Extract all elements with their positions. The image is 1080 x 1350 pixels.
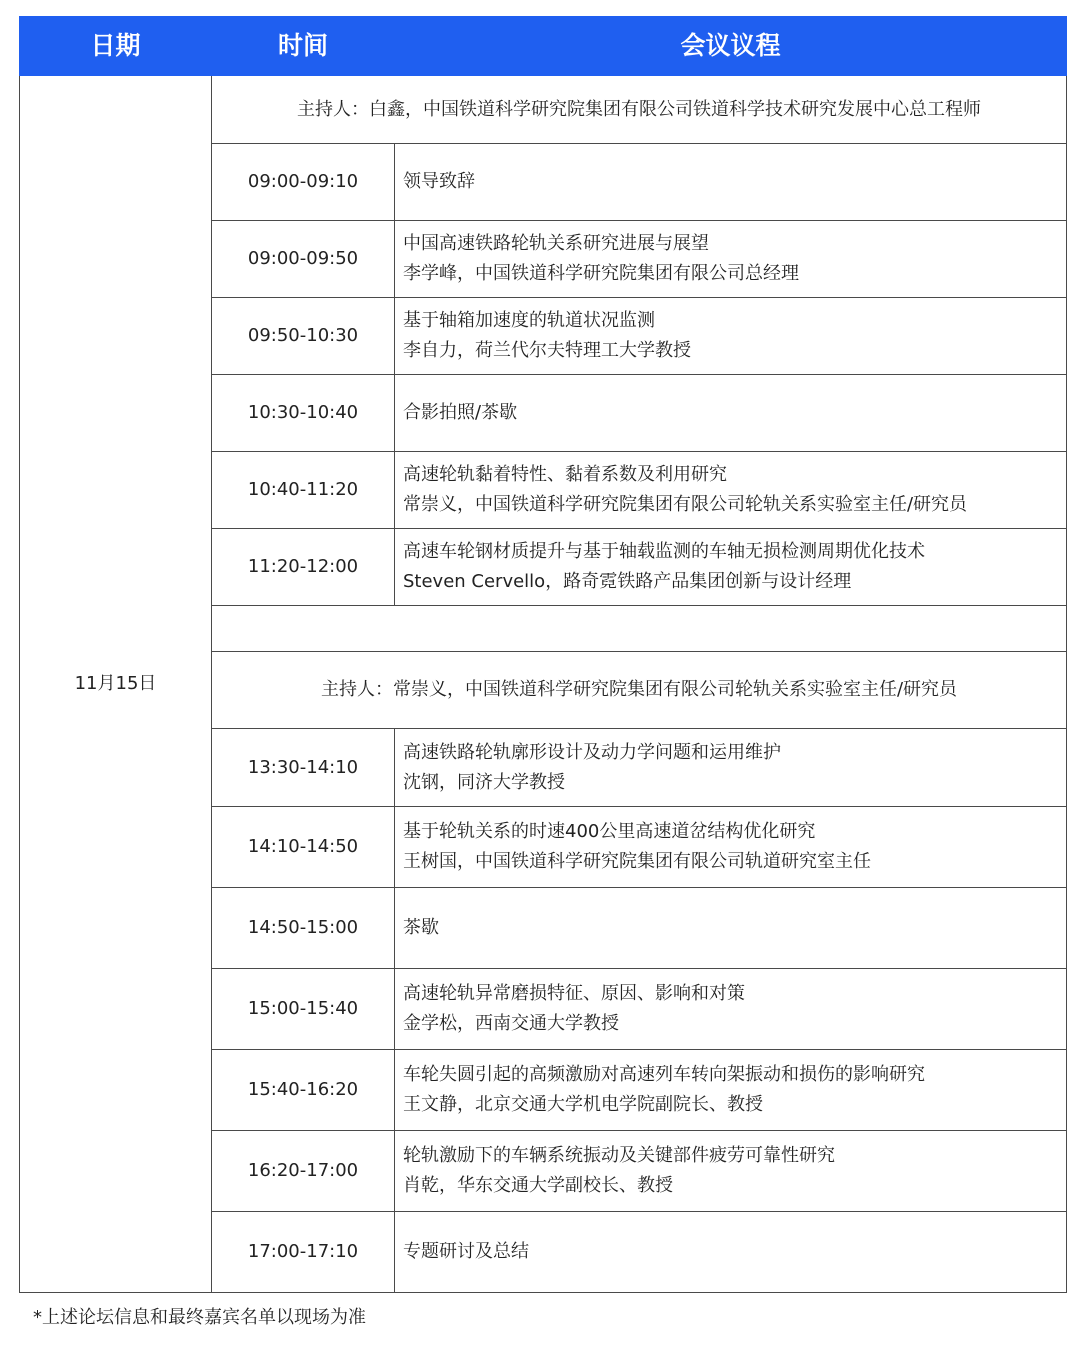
session-agenda	[395, 144, 1067, 221]
session-speaker: 金学松，西南交通大学教授	[403, 1013, 619, 1034]
session-title: 基于轴箱加速度的轨道状况监测	[403, 310, 655, 331]
session-agenda	[395, 1131, 1067, 1212]
session-title: 合影拍照/茶歇	[403, 402, 518, 423]
session-time: 11:20-12:00	[212, 529, 395, 606]
session-agenda	[395, 221, 1067, 298]
session-title: 专题研讨及总结	[403, 1241, 529, 1262]
session-agenda	[395, 452, 1067, 529]
session-time: 09:00-09:50	[212, 221, 395, 298]
afternoon-host: 主持人：常崇义，中国铁道科学研究院集团有限公司轮轨关系实验室主任/研究员	[212, 652, 1067, 729]
header-date: 日期	[20, 17, 212, 76]
session-speaker: Steven Cervello，路奇霓铁路产品集团创新与设计经理	[403, 571, 852, 592]
morning-host-row	[20, 76, 1067, 144]
session-title: 基于轮轨关系的时速400公里高速道岔结构优化研究	[403, 821, 816, 842]
session-time: 14:50-15:00	[212, 888, 395, 969]
session-time: 16:20-17:00	[212, 1131, 395, 1212]
table-header-row	[20, 17, 1067, 76]
session-time: 15:00-15:40	[212, 969, 395, 1050]
session-title: 高速轮轨异常磨损特征、原因、影响和对策	[403, 983, 745, 1004]
session-title: 轮轨激励下的车辆系统振动及关键部件疲劳可靠性研究	[403, 1145, 835, 1166]
session-title: 车轮失圆引起的高频激励对高速列车转向架振动和损伤的影响研究	[403, 1064, 925, 1085]
session-agenda	[395, 375, 1067, 452]
session-agenda	[395, 529, 1067, 606]
session-speaker: 李自力，荷兰代尔夫特理工大学教授	[403, 340, 691, 361]
session-speaker: 李学峰，中国铁道科学研究院集团有限公司总经理	[403, 263, 799, 284]
session-title: 高速轮轨黏着特性、黏着系数及利用研究	[403, 464, 727, 485]
session-agenda	[395, 888, 1067, 969]
session-time: 10:30-10:40	[212, 375, 395, 452]
session-speaker: 常崇义，中国铁道科学研究院集团有限公司轮轨关系实验室主任/研究员	[403, 494, 968, 515]
agenda-table	[19, 16, 1067, 1293]
session-time: 09:50-10:30	[212, 298, 395, 375]
morning-host: 主持人：白鑫，中国铁道科学研究院集团有限公司铁道科学技术研究发展中心总工程师	[212, 76, 1067, 144]
session-agenda	[395, 969, 1067, 1050]
session-time: 13:30-14:10	[212, 729, 395, 807]
session-title: 高速铁路轮轨廓形设计及动力学问题和运用维护	[403, 741, 781, 763]
date-cell: 11月15日	[20, 76, 212, 1293]
session-agenda	[395, 729, 1067, 807]
session-title: 高速车轮钢材质提升与基于轴载监测的车轴无损检测周期优化技术	[403, 541, 925, 562]
session-time: 14:10-14:50	[212, 807, 395, 888]
session-speaker: 沈钢，同济大学教授	[403, 771, 565, 793]
session-agenda	[395, 298, 1067, 375]
session-agenda	[395, 1212, 1067, 1293]
session-title: 领导致辞	[403, 171, 475, 192]
session-time: 15:40-16:20	[212, 1050, 395, 1131]
footnote: *上述论坛信息和最终嘉宾名单以现场为准	[33, 1307, 366, 1328]
session-speaker: 王文静，北京交通大学机电学院副院长、教授	[403, 1094, 763, 1115]
session-speaker: 肖乾，华东交通大学副校长、教授	[403, 1175, 673, 1196]
session-time: 17:00-17:10	[212, 1212, 395, 1293]
session-agenda	[395, 1050, 1067, 1131]
header-agenda: 会议议程	[395, 17, 1067, 76]
session-speaker: 王树国，中国铁道科学研究院集团有限公司轨道研究室主任	[403, 851, 871, 872]
session-title: 茶歇	[403, 917, 439, 938]
header-time: 时间	[212, 17, 395, 76]
session-agenda	[395, 807, 1067, 888]
session-time: 10:40-11:20	[212, 452, 395, 529]
empty-gap-cell	[212, 606, 1067, 652]
session-time: 09:00-09:10	[212, 144, 395, 221]
session-title: 中国高速铁路轮轨关系研究进展与展望	[403, 233, 709, 254]
